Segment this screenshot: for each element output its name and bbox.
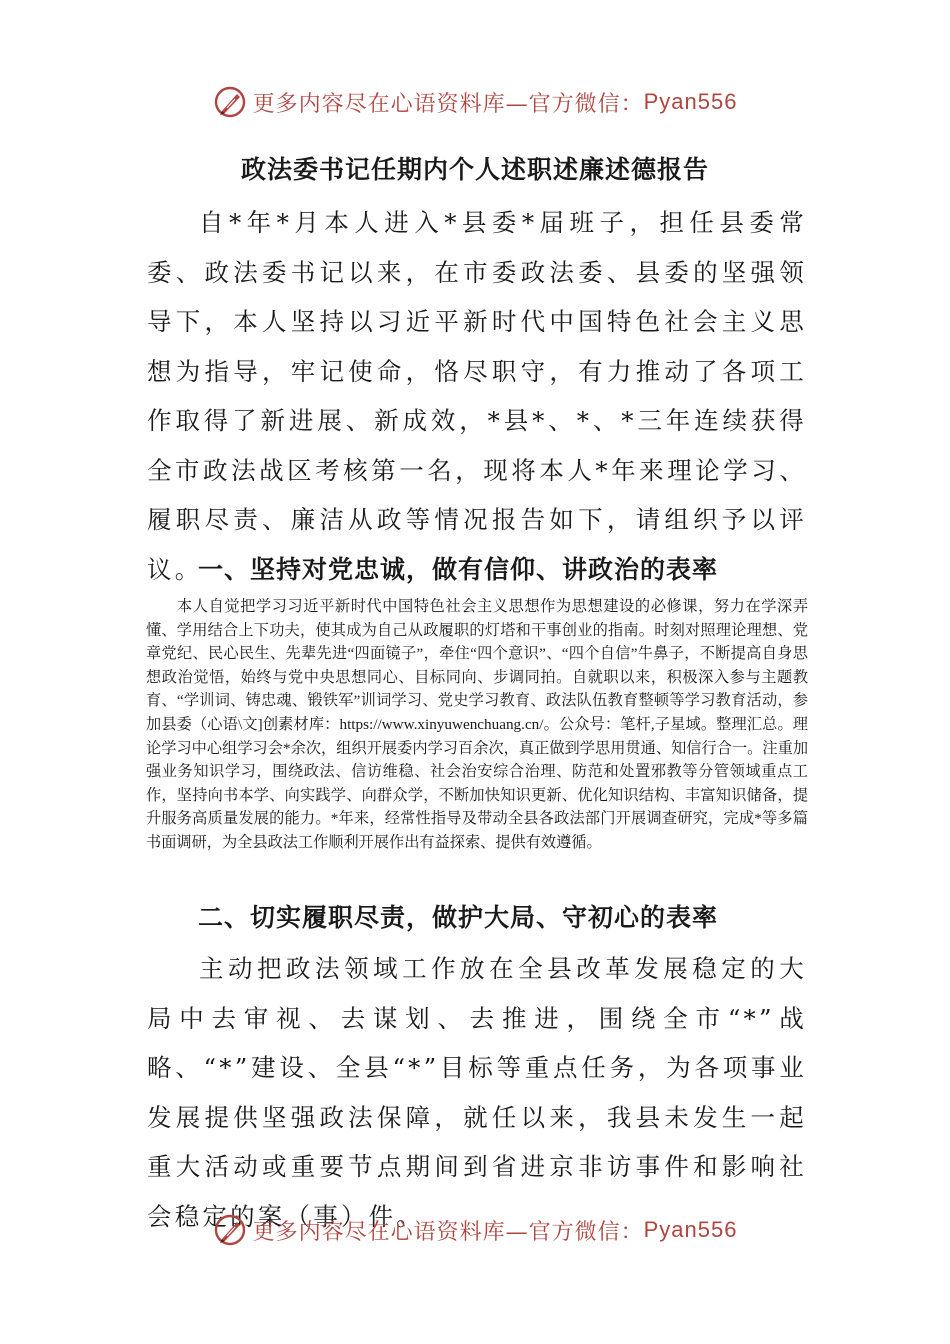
document-title: 政法委书记任期内个人述职述廉述德报告: [240, 155, 709, 184]
intro-paragraph: 自*年*月本人进入*县委*届班子，担任县委常委、政法委书记以来，在市委政法委、县委的坚强领导下，本人坚持以习近平新时代中国特色社会主义思想为指导，牢记使命，恪尽职守，有力推动了各项工作取得了新进展、新成效，*县*、*、*三年连续获得全市政法战区考核第一名，现将本人*年来理论学习、履职尽责、廉洁从政等情况报告如下，请组织予以评议。: [147, 208, 807, 584]
banner-text: 更多内容尽在心语资料库—官方微信：: [252, 1219, 644, 1245]
banner-text: 更多内容尽在心语资料库—官方微信：: [252, 91, 644, 117]
pen-nib-circle-logo-icon: [213, 85, 247, 119]
section-2-heading: 二、切实履职尽责，做护大局、守初心的表率: [198, 903, 719, 932]
header-banner: [0, 80, 950, 124]
banner-wechat-id: Pyan556: [643, 89, 738, 114]
section-2-paragraph: 主动把政法领域工作放在全县改革发展稳定的大局中去审视、去谋划、去推进，围绕全市“*”战略、“*”建设、全县“*”目标等重点任务，为各项事业发展提供坚强政法保障，就任以来，我县未发生一起重大活动或重要节点期间到省进京非访事件和影响社会稳定的案（事）件。: [147, 954, 807, 1231]
pen-nib-circle-logo-icon: [213, 1213, 247, 1247]
banner-wechat-id: Pyan556: [643, 1217, 738, 1242]
section-1-paragraph: 本人自觉把学习习近平新时代中国特色社会主义思想作为思想建设的必修课，努力在学深弄懂、学用结合上下功夫，使其成为自己从政履职的灯塔和干事创业的指南。时刻对照理论理想、党章党纪、民心民生、先辈先进“四面镜子”，牵住“四个意识”、“四个自信”牛鼻子，不断提高自身思想政治觉悟，始终与党中央思想同心、目标同向、步调同拍。自就职以来，积极深入参与主题教育、“学训词、铸忠魂、锻铁军”训词学习、党史学习教育、政法队伍教育整顿等学习教育活动，参加县委（心语\文]创素材库：https://www.xinyuwenchuang.cn/。公众号：笔杆,子星域。整理汇总。理论学习中心组学习会*余次，组织开展委内学习百余次，真正做到学思用贯通、知信行合一。注重加强业务知识学习，围绕政法、信访维稳、社会治安综合治理、防范和处置邪教等分管领域重点工作，坚持向书本学、向实践学、向群众学，不断加快知识更新、优化知识结构、丰富知识储备，提升服务高质量发展的能力。*年来，经常性指导及带动全县各政法部门开展调查研究，完成*等多篇书面调研，为全县政法工作顺利开展作出有益探索、提供有效遵循。: [146, 598, 808, 851]
section-1-heading: 一、坚持对党忠诚，做有信仰、讲政治的表率: [198, 555, 719, 584]
footer-banner: [0, 1208, 950, 1252]
